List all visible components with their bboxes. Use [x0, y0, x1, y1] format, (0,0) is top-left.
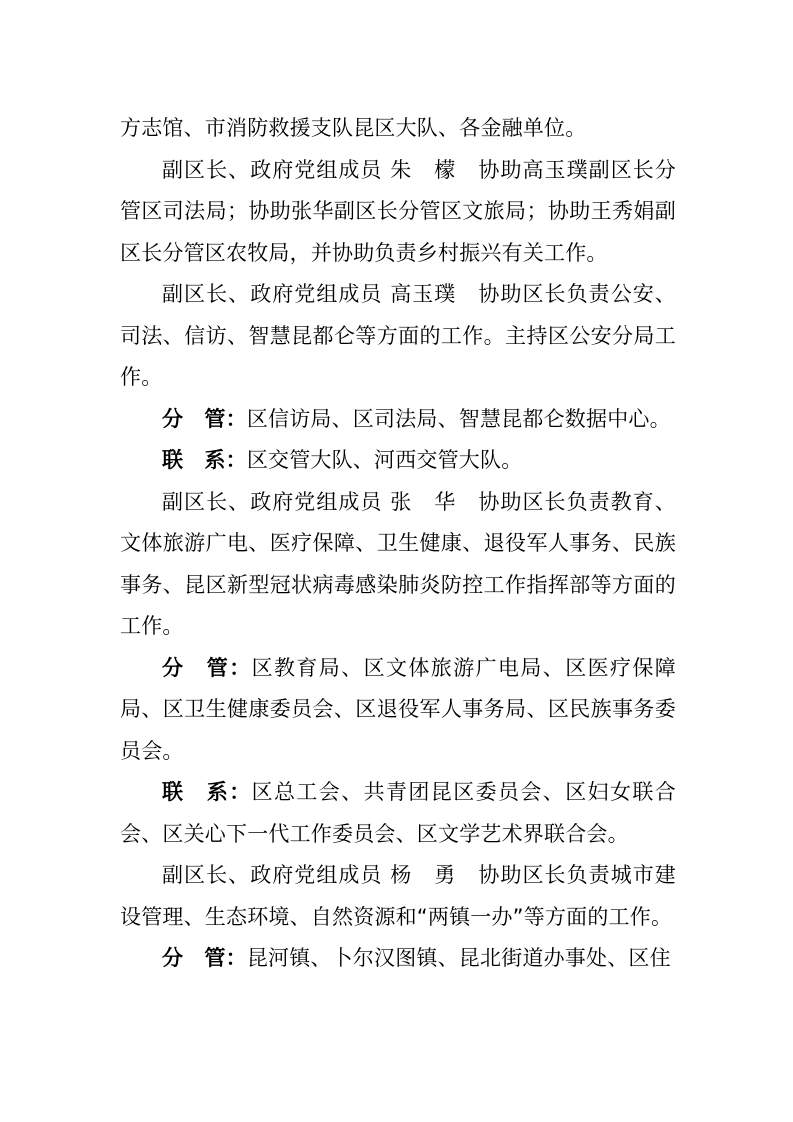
gao-yupu-duty-paragraph: 副区长、政府党组成员 高玉璞 协助区长负责公安、司法、信访、智慧昆都仑等方面的工作。主持区公安分局工作。: [120, 282, 676, 389]
zhang-hua-lianxi-paragraph: [120, 772, 676, 855]
gao-yupu-lianxi-paragraph: [120, 440, 676, 482]
fenguan-text: 区教育局、区文体旅游广电局、区医疗保障局、区卫生健康委员会、区退役军人事务局、区民族事务委员会。: [120, 655, 676, 763]
fenguan-label: 分 管：: [162, 946, 247, 970]
intro-paragraph: 方志馆、市消防救援支队昆区大队、各金融单位。: [120, 116, 587, 140]
zhang-hua-duty-paragraph: 副区长、政府党组成员 张 华 协助区长负责教育、文体旅游广电、医疗保障、卫生健康、退役军人事务、民族事务、昆区新型冠状病毒感染肺炎防控工作指挥部等方面的工作。: [120, 489, 676, 638]
document-body: [120, 108, 676, 980]
lianxi-text: 区总工会、共青团昆区委员会、区妇女联合会、区关心下一代工作委员会、区文学艺术界联合会。: [120, 780, 676, 846]
fenguan-text: 昆河镇、卜尔汉图镇、昆北街道办事处、区住: [246, 946, 671, 970]
fenguan-label: 分 管：: [162, 655, 252, 680]
fenguan-label: 分 管：: [162, 406, 247, 431]
zhang-hua-fenguan-paragraph: [120, 648, 676, 773]
gao-yupu-fenguan-paragraph: [120, 399, 676, 441]
lianxi-label: 联 系：: [162, 780, 252, 804]
lianxi-label: 联 系：: [162, 448, 247, 472]
fenguan-text: 区信访局、区司法局、智慧昆都仑数据中心。: [246, 406, 671, 431]
yang-yong-duty-paragraph: 副区长、政府党组成员 杨 勇 协助区长负责城市建设管理、生态环境、自然资源和“两镇一办”等方面的工作。: [120, 863, 676, 929]
lianxi-text: 区交管大队、河西交管大队。: [246, 448, 523, 472]
zhu-meng-duty-paragraph: 副区长、政府党组成员 朱 檬 协助高玉璞副区长分管区司法局；协助张华副区长分管区文旅局；协助王秀娟副区长分管区农牧局，并协助负责乡村振兴有关工作。: [120, 157, 676, 265]
yang-yong-fenguan-paragraph: [120, 938, 676, 980]
